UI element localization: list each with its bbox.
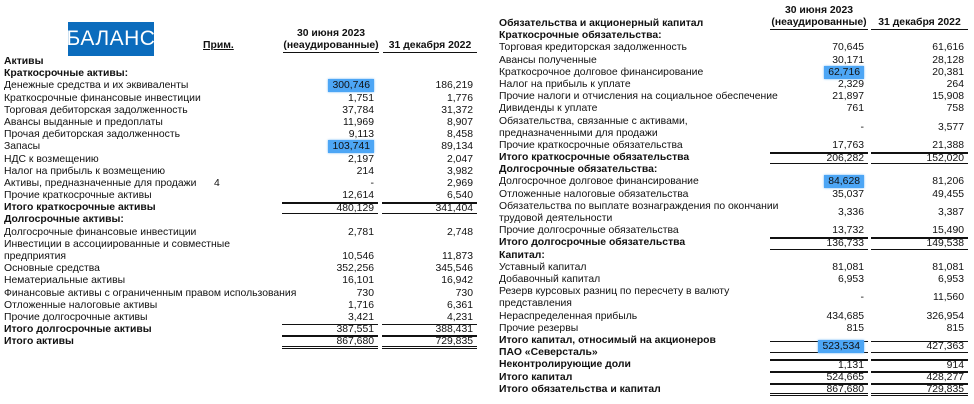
row-label: Прочая дебиторская задолженность	[4, 129, 181, 141]
section-heading-row	[0, 56, 490, 68]
row-label: Итого обязательства и капитал	[499, 383, 661, 395]
value-dec-2022: 152,020	[871, 152, 968, 164]
table-row	[495, 189, 974, 201]
value-dec-2022: 326,954	[926, 310, 964, 322]
row-label: Авансы полученные	[499, 54, 597, 66]
value-jun-2023: -	[860, 292, 864, 304]
row-note: 4	[214, 177, 220, 189]
value-jun-2023: 16,101	[342, 275, 374, 287]
row-label: Долгосрочные обязательства:	[499, 164, 658, 176]
highlight-marker: 62,716	[824, 66, 864, 79]
row-label: Краткосрочное долговое финансирование	[499, 66, 704, 78]
table-row	[495, 42, 974, 54]
total-row	[495, 335, 974, 359]
table-row	[0, 93, 490, 105]
value-dec-2022: 186,219	[435, 80, 473, 92]
table-row	[0, 141, 490, 153]
value-jun-2023	[282, 80, 378, 92]
value-jun-2023	[282, 141, 378, 153]
value-jun-2023	[770, 67, 868, 79]
row-label: Капитал:	[499, 249, 545, 261]
table-row	[495, 286, 974, 310]
note-column-header: Прим.	[203, 40, 234, 51]
value-dec-2022: 815	[946, 322, 964, 334]
value-dec-2022: 388,431	[382, 324, 477, 336]
row-label: Итого краткосрочные обязательства	[499, 152, 690, 164]
value-dec-2022: 20,381	[932, 66, 964, 78]
table-row	[0, 300, 490, 312]
row-label: Налог на прибыль к уплате	[499, 78, 631, 90]
table-row	[0, 129, 490, 141]
value-dec-2022: 914	[871, 359, 968, 371]
row-label: Активы	[4, 56, 44, 67]
liabilities-table	[495, 18, 974, 396]
row-label: Краткосрочные обязательства:	[499, 30, 662, 42]
row-label: Долгосрочные активы:	[4, 214, 124, 226]
highlight-marker: 523,534	[818, 340, 864, 353]
row-label: Торговая дебиторская задолженность	[4, 104, 188, 116]
value-jun-2023: 1,131	[770, 359, 868, 371]
value-dec-2022: 264	[946, 78, 964, 90]
value-jun-2023: 2,197	[347, 153, 374, 165]
value-dec-2022: 15,908	[932, 91, 964, 103]
col-dec-2022-header: 31 декабря 2022	[383, 40, 477, 53]
value-dec-2022: 89,134	[441, 141, 473, 153]
row-label: НДС к возмещению	[4, 153, 99, 165]
value-dec-2022: 2,969	[446, 177, 473, 189]
row-label: Авансы выданные и предоплаты	[4, 116, 163, 128]
table-row	[495, 91, 974, 103]
value-dec-2022: 2,748	[446, 226, 473, 238]
section-heading-row	[495, 18, 974, 30]
value-jun-2023: 730	[356, 287, 374, 299]
value-dec-2022: 81,206	[932, 176, 964, 188]
row-label: Долгосрочные финансовые инвестиции	[4, 226, 197, 238]
table-row	[0, 312, 490, 324]
value-jun-2023	[770, 341, 868, 353]
highlight-marker: 300,746	[328, 79, 374, 92]
row-label: Денежные средства и их эквиваленты	[4, 80, 189, 92]
row-label: Итого долгосрочные активы	[4, 324, 152, 336]
section-heading-row	[495, 30, 974, 42]
table-row	[0, 288, 490, 300]
total-row	[495, 152, 974, 164]
value-jun-2023: 37,784	[342, 104, 374, 116]
value-dec-2022: 28,128	[932, 54, 964, 66]
table-row	[495, 311, 974, 323]
value-jun-2023: 1,751	[347, 92, 374, 104]
row-label: Дивиденды к уплате	[499, 103, 598, 115]
total-row	[0, 202, 490, 214]
row-label: Нематериальные активы	[4, 275, 126, 287]
row-label: Отложенные налоговые активы	[4, 299, 158, 311]
value-dec-2022: 2,047	[446, 153, 473, 165]
value-dec-2022: 345,546	[435, 263, 473, 275]
table-row	[0, 117, 490, 129]
value-dec-2022: 758	[946, 103, 964, 115]
table-row	[495, 274, 974, 286]
table-row	[0, 239, 490, 263]
row-label: Итого долгосрочные обязательства	[499, 237, 686, 249]
value-jun-2023: -	[860, 121, 864, 133]
value-jun-2023: 12,614	[342, 190, 374, 202]
col-jun-2023-header: 30 июня 2023 (неаудированные)	[770, 5, 868, 30]
value-jun-2023: 13,732	[832, 225, 864, 237]
value-jun-2023: 10,546	[342, 251, 374, 262]
row-label: Добавочный капитал	[499, 273, 601, 285]
value-dec-2022: 428,277	[871, 372, 968, 384]
value-dec-2022: 21,388	[932, 139, 964, 151]
value-dec-2022: 729,835	[871, 384, 968, 396]
value-jun-2023: 434,685	[826, 310, 864, 322]
section-heading-row	[495, 164, 974, 176]
row-label: Прочие резервы	[499, 322, 579, 334]
row-label: Активы, предназначенные для продажи	[4, 177, 197, 189]
value-jun-2023: 136,733	[770, 237, 868, 249]
value-dec-2022: 49,455	[932, 188, 964, 200]
value-dec-2022: 6,953	[937, 273, 964, 285]
value-dec-2022: 3,982	[446, 165, 473, 177]
value-jun-2023: 1,716	[347, 299, 374, 311]
row-label: Прочие налоги и отчисления на социальное обеспечение	[499, 91, 778, 103]
row-label: Обязательства, связанные с активами, предназначенными для продажи	[499, 115, 688, 139]
value-dec-2022: 11,873	[441, 251, 473, 262]
value-dec-2022: 16,942	[441, 275, 473, 287]
value-dec-2022: 81,081	[932, 261, 964, 273]
assets-table	[0, 56, 490, 349]
row-label: Финансовые активы с ограниченным правом использования	[4, 287, 297, 299]
value-jun-2023: 352,256	[336, 263, 374, 275]
row-label: Итого активы	[4, 336, 74, 348]
value-jun-2023: 524,665	[770, 372, 868, 384]
value-jun-2023	[770, 176, 868, 188]
col-dec-2022-header: 31 декабря 2022	[871, 17, 968, 30]
total-row	[495, 372, 974, 384]
value-jun-2023: 3,336	[837, 206, 864, 218]
row-label: Долгосрочное долговое финансирование	[499, 176, 699, 188]
value-dec-2022: 61,616	[932, 42, 964, 54]
row-label: Краткосрочные активы:	[4, 68, 129, 80]
table-row	[495, 116, 974, 140]
row-label: Налог на прибыль к возмещению	[4, 165, 166, 177]
value-jun-2023: 21,897	[832, 91, 864, 103]
table-row	[495, 67, 974, 79]
value-dec-2022: 6,361	[446, 299, 473, 311]
balance-logo: БАЛАНС	[68, 22, 154, 56]
row-label: Отложенные налоговые обязательства	[499, 188, 689, 200]
value-dec-2022: 15,490	[932, 225, 964, 237]
row-label: Нераспределенная прибыль	[499, 310, 638, 322]
table-row	[495, 176, 974, 188]
section-heading-row	[0, 68, 490, 80]
row-label: Обязательства по выплате вознаграждения по окончании трудовой деятельности	[499, 200, 779, 225]
table-row	[0, 154, 490, 166]
value-dec-2022: 3,577	[937, 121, 964, 133]
total-row	[495, 237, 974, 249]
value-jun-2023: 9,113	[348, 129, 374, 141]
value-dec-2022: 8,907	[446, 116, 473, 128]
value-dec-2022: 341,404	[382, 202, 477, 214]
row-label: Обязательства и акционерный капитал	[499, 18, 704, 29]
value-jun-2023: 70,645	[832, 42, 864, 54]
value-dec-2022: 6,540	[446, 190, 473, 202]
total-row	[0, 324, 490, 336]
row-label: Уставный капитал	[499, 261, 587, 273]
value-jun-2023: 867,680	[282, 336, 378, 348]
row-label: Итого капитал, относимый на акционеров ПАО «Северсталь»	[499, 334, 716, 359]
row-label: Прочие долгосрочные активы	[4, 311, 148, 323]
table-row	[0, 105, 490, 117]
row-label: Краткосрочные финансовые инвестиции	[4, 92, 201, 104]
table-row	[495, 262, 974, 274]
value-dec-2022: 11,560	[932, 292, 964, 304]
value-dec-2022: 3,387	[937, 206, 964, 218]
row-label: Прочие краткосрочные активы	[4, 190, 152, 202]
value-jun-2023: 30,171	[832, 54, 864, 66]
row-label: Итого капитал	[499, 371, 573, 383]
value-jun-2023: 761	[846, 103, 864, 115]
row-label: Неконтролирующие доли	[499, 359, 631, 371]
value-jun-2023: 815	[846, 322, 864, 334]
total-row	[495, 359, 974, 371]
value-jun-2023: 3,421	[347, 311, 374, 323]
col-jun-2023-header: 30 июня 2023 (неаудированные)	[283, 28, 379, 53]
table-row	[0, 190, 490, 202]
row-label: Запасы	[4, 141, 41, 153]
row-label: Торговая кредиторская задолженность	[499, 42, 687, 54]
table-row	[495, 225, 974, 237]
section-heading-row	[495, 250, 974, 262]
value-jun-2023: 17,763	[832, 139, 864, 151]
value-jun-2023: 867,680	[770, 384, 868, 396]
table-row	[495, 55, 974, 67]
table-row	[0, 263, 490, 275]
value-jun-2023: 6,953	[837, 273, 864, 285]
value-dec-2022: 149,538	[871, 237, 968, 249]
total-row	[495, 384, 974, 396]
row-label: Прочие краткосрочные обязательства	[499, 139, 683, 151]
total-row	[0, 336, 490, 348]
value-jun-2023: 11,969	[342, 116, 374, 128]
table-row	[495, 323, 974, 335]
value-jun-2023: 2,329	[837, 78, 864, 90]
value-dec-2022: 729,835	[382, 336, 477, 348]
highlight-marker: 103,741	[328, 140, 374, 153]
section-heading-row	[0, 214, 490, 226]
row-label: Инвестиции в ассоциированные и совместные предприятия	[4, 238, 231, 263]
table-row	[495, 140, 974, 152]
highlight-marker: 84,628	[824, 175, 864, 188]
table-row	[495, 79, 974, 91]
value-jun-2023: 387,551	[282, 324, 378, 336]
row-label: Резерв курсовых разниц по пересчету в валюту представления	[499, 286, 730, 310]
value-jun-2023: -	[370, 177, 374, 189]
row-label: Основные средства	[4, 263, 100, 275]
row-label: Прочие долгосрочные обязательства	[499, 225, 679, 237]
value-dec-2022: 1,776	[446, 92, 473, 104]
value-dec-2022: 730	[455, 287, 473, 299]
table-row	[0, 275, 490, 287]
value-jun-2023: 206,282	[770, 152, 868, 164]
table-row	[495, 103, 974, 115]
value-jun-2023: 35,037	[832, 188, 864, 200]
table-row	[495, 201, 974, 225]
value-jun-2023: 2,781	[347, 226, 374, 238]
table-row	[0, 80, 490, 92]
table-row	[0, 178, 490, 190]
table-row	[0, 166, 490, 178]
row-label: Итого краткосрочные активы	[4, 202, 156, 214]
value-dec-2022: 8,458	[446, 129, 473, 141]
value-jun-2023: 480,129	[282, 202, 378, 214]
value-jun-2023: 81,081	[832, 261, 864, 273]
value-dec-2022: 4,231	[446, 311, 473, 323]
table-row	[0, 227, 490, 239]
value-dec-2022: 31,372	[441, 104, 473, 116]
value-dec-2022: 427,363	[871, 341, 968, 353]
value-jun-2023: 214	[356, 165, 374, 177]
